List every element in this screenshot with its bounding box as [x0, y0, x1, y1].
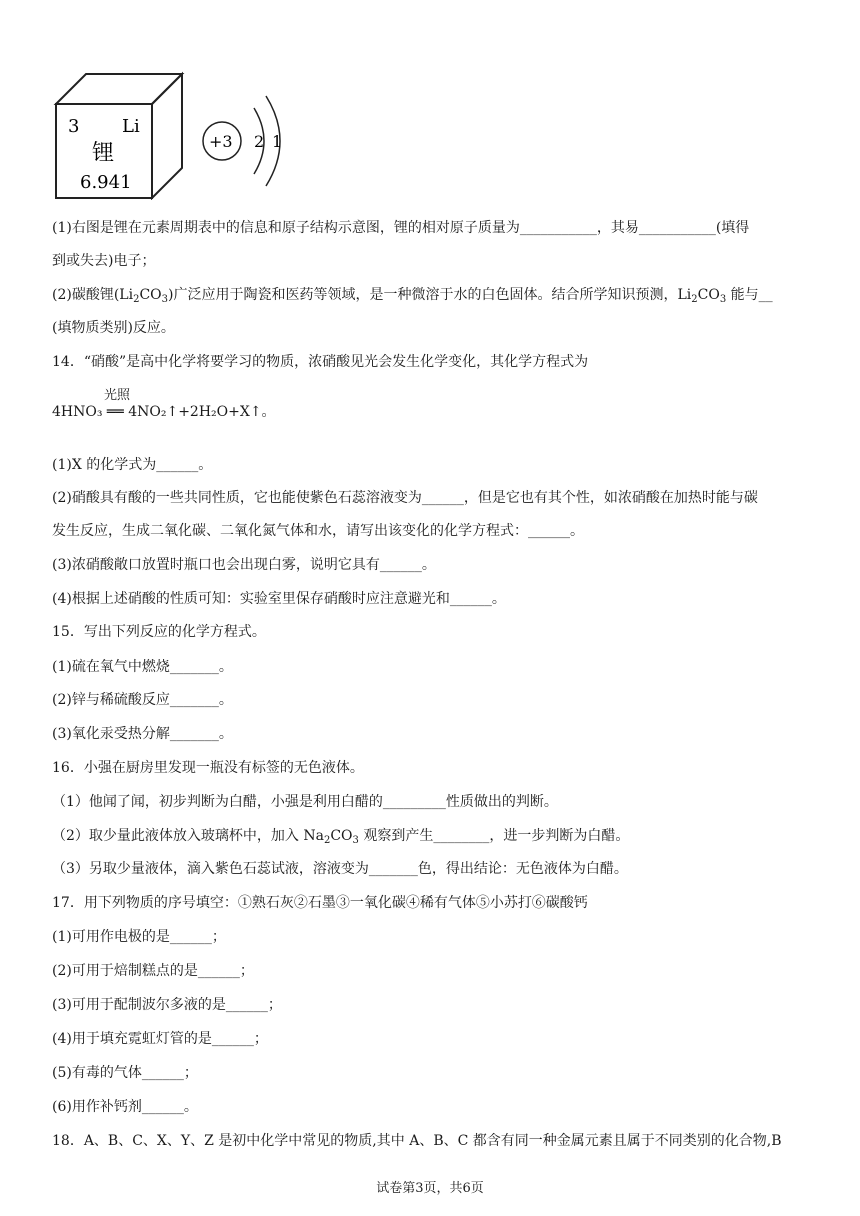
q17-sub2: (2)可用于焙制糕点的是______； [52, 963, 254, 979]
page-footer: 试卷第3页，共6页 [376, 1181, 484, 1196]
q17-sub6: (6)用作补钙剂______。 [52, 1099, 198, 1115]
q17-sub1: (1)可用作电极的是______； [52, 929, 226, 945]
shell-2-electrons: 1 [272, 132, 283, 151]
q17-stem: 17．用下列物质的序号填空：①熟石灰②石墨③一氧化碳④稀有气体⑤小苏打⑥碳酸钙 [52, 895, 588, 911]
atomic-mass: 6.941 [80, 172, 132, 193]
q16-sub2: （2）取少量此液体放入玻璃杯中，加入 $Na_2CO_3$ 观察到产生________，进一步判断为白醋。 [52, 828, 630, 846]
q15-sub2: (2)锌与稀硫酸反应_______。 [52, 692, 233, 708]
q16-stem: 16．小强在厨房里发现一瓶没有标签的无色液体。 [52, 760, 364, 776]
element-card-figure [52, 70, 192, 200]
reaction-condition: 光照 [104, 388, 131, 403]
q14-stem: 14．“硝酸”是高中化学将要学习的物质，浓硝酸见光会发生化学变化，其化学方程式为 [52, 354, 589, 370]
shell-1-electrons: 2 [254, 132, 265, 151]
q14-sub4: (4)根据上述硝酸的性质可知：实验室里保存硝酸时应注意避光和______。 [52, 591, 506, 607]
q17-sub3: (3)可用于配制波尔多液的是______； [52, 997, 282, 1013]
q15-stem: 15．写出下列反应的化学方程式。 [52, 624, 266, 640]
atom-structure-diagram [196, 86, 296, 196]
element-name: 锂 [92, 141, 115, 166]
q13-part2-line2: (填物质类别)反应。 [52, 320, 175, 336]
q14-equation: 4HNO₃ ══ 4NO₂↑+2H₂O+X↑。 [52, 404, 276, 420]
q14-sub2-line2: 发生反应，生成二氧化碳、二氧化氮气体和水，请写出该变化的化学方程式：______。 [52, 523, 584, 539]
nucleus-charge: +3 [209, 132, 233, 151]
q18-stem: 18．A、B、C、X、Y、Z 是初中化学中常见的物质,其中 A、B、C 都含有同一种金属元素且属于不同类别的化合物,B [52, 1133, 782, 1149]
q17-sub5: (5)有毒的气体______； [52, 1065, 198, 1081]
q15-sub1: (1)硫在氧气中燃烧_______。 [52, 659, 233, 675]
atomic-number: 3 [68, 116, 80, 137]
element-symbol: Li [122, 116, 140, 137]
q14-sub3: (3)浓硝酸敞口放置时瓶口也会出现白雾，说明它具有______。 [52, 557, 436, 573]
q13-part1-line1: (1)右图是锂在元素周期表中的信息和原子结构示意图，锂的相对原子质量为___________，其易___________(填得 [52, 220, 750, 236]
q16-sub1: （1）他闻了闻，初步判断为白醋，小强是利用白醋的_________性质做出的判断。 [52, 794, 558, 810]
q16-sub3: （3）另取少量液体，滴入紫色石蕊试液，溶液变为_______色，得出结论：无色液体为白醋。 [52, 861, 628, 877]
q17-sub4: (4)用于填充霓虹灯管的是______； [52, 1031, 268, 1047]
q15-sub3: (3)氧化汞受热分解_______。 [52, 726, 233, 742]
q14-sub2-line1: (2)硝酸具有酸的一些共同性质，它也能使紫色石蕊溶液变为______，但是它也有其个性，如浓硝酸在加热时能与碳 [52, 490, 758, 506]
q14-sub1: (1)X 的化学式为______。 [52, 457, 213, 473]
q13-part2-line1: (2)碳酸锂$(Li_2CO_3)$广泛应用于陶瓷和医药等领域，是一种微溶于水的白色固体。结合所学知识预测，$Li_2CO_3$ 能与__ [52, 287, 773, 305]
q13-part1-line2: 到或失去)电子； [52, 253, 156, 269]
